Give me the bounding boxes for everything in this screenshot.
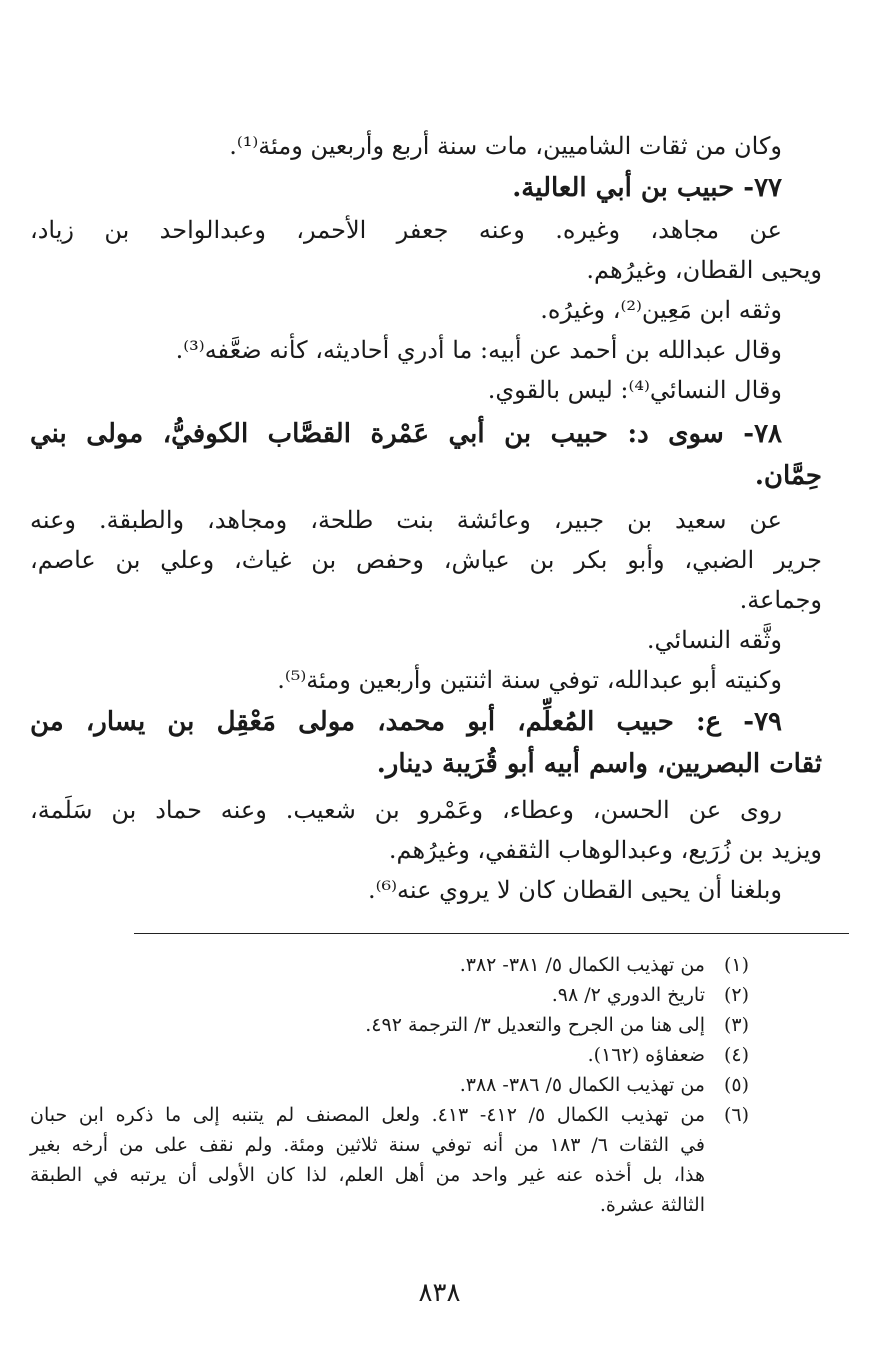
footnote-text: هذا، بل أخذه عنه غير واحد من أهل العلم، لذا كان الأولى أن يرتبه في الطبقة [30,1164,705,1186]
text-line: عن مجاهد، وغيره. وعنه جعفر الأحمر، وعبدالواحد بن زياد، [30,216,782,244]
text-line: جرير الضبي، وأبو بكر بن عياش، وحفص بن غياث، وعلي بن عاصم، [30,546,822,574]
footnote-text: إلى هنا من الجرح والتعديل ٣/ الترجمة ٤٩٢. [365,1014,705,1036]
footnote-number: (٣) [723,1014,749,1036]
footnote-text: من تهذيب الكمال ٥/ ٣٨٦- ٣٨٨. [459,1074,705,1096]
footnote-number: (١) [723,954,749,976]
entry-heading-79-cont: ثقات البصريين، واسم أبيه أبو قُرَيبة دينار. [376,749,822,779]
entry-heading-77: ٧٧- حبيب بن أبي العالية. [512,173,782,203]
page-number: ٨٣٨ [418,1278,461,1308]
entry-heading-78-cont: حِمَّان. [754,461,822,491]
footnote-text: الثالثة عشرة. [599,1194,705,1216]
footnote-number: (٥) [723,1074,749,1096]
text-line: ويزيد بن زُرَيع، وعبدالوهاب الثقفي، وغيرُهم. [388,836,822,864]
text-line: وبلغنا أن يحيى القطان كان لا يروي عنه⁽⁶⁾. [367,876,782,904]
text-line: وثقه ابن مَعِين⁽²⁾، وغيرُه. [540,296,782,324]
text-line: وكنيته أبو عبدالله، توفي سنة اثنتين وأربعين ومئة⁽⁵⁾. [277,666,782,694]
footnote-number: (٤) [723,1044,749,1066]
footnote-text: ضعفاؤه (١٦٢). [587,1044,705,1066]
text-line: ويحيى القطان، وغيرُهم. [586,256,822,284]
footnote-number: (٦) [723,1104,749,1126]
text-line: وقال عبدالله بن أحمد عن أبيه: ما أدري أحاديثه، كأنه ضعَّفه⁽³⁾. [175,336,782,364]
footnote-number: (٢) [723,984,749,1006]
text-line: وجماعة. [739,586,822,614]
footnote-text: من تهذيب الكمال ٥/ ٤١٢- ٤١٣. ولعل المصنف لم يتنبه إلى ما ذكره ابن حبان [30,1104,705,1126]
text-line: روى عن الحسن، وعطاء، وعَمْرو بن شعيب. وعنه حماد بن سَلَمة، [30,796,782,824]
footnote-divider [134,933,849,934]
footnote-text: تاريخ الدوري ٢/ ٩٨. [551,984,705,1006]
footnote-text: في الثقات ٦/ ١٨٣ من أنه توفي سنة ثلاثين ومئة. ولم نقف على من أرخه بغير [30,1134,705,1156]
text-line: وقال النسائي⁽⁴⁾: ليس بالقوي. [487,376,782,404]
text-line: وثَّقه النسائي. [646,626,782,654]
entry-heading-79: ٧٩- ع: حبيب المُعلِّم، أبو محمد، مولى مَعْقِل بن يسار، من [30,707,782,737]
entry-heading-78: ٧٨- سوى د: حبيب بن أبي عَمْرة القصَّاب الكوفيُّ، مولى بني [30,419,782,449]
footnote-text: من تهذيب الكمال ٥/ ٣٨١- ٣٨٢. [459,954,705,976]
text-line: عن سعيد بن جبير، وعائشة بنت طلحة، ومجاهد، والطبقة. وعنه [30,506,782,534]
text-line: وكان من ثقات الشاميين، مات سنة أربع وأربعين ومئة⁽¹⁾. [229,132,782,160]
